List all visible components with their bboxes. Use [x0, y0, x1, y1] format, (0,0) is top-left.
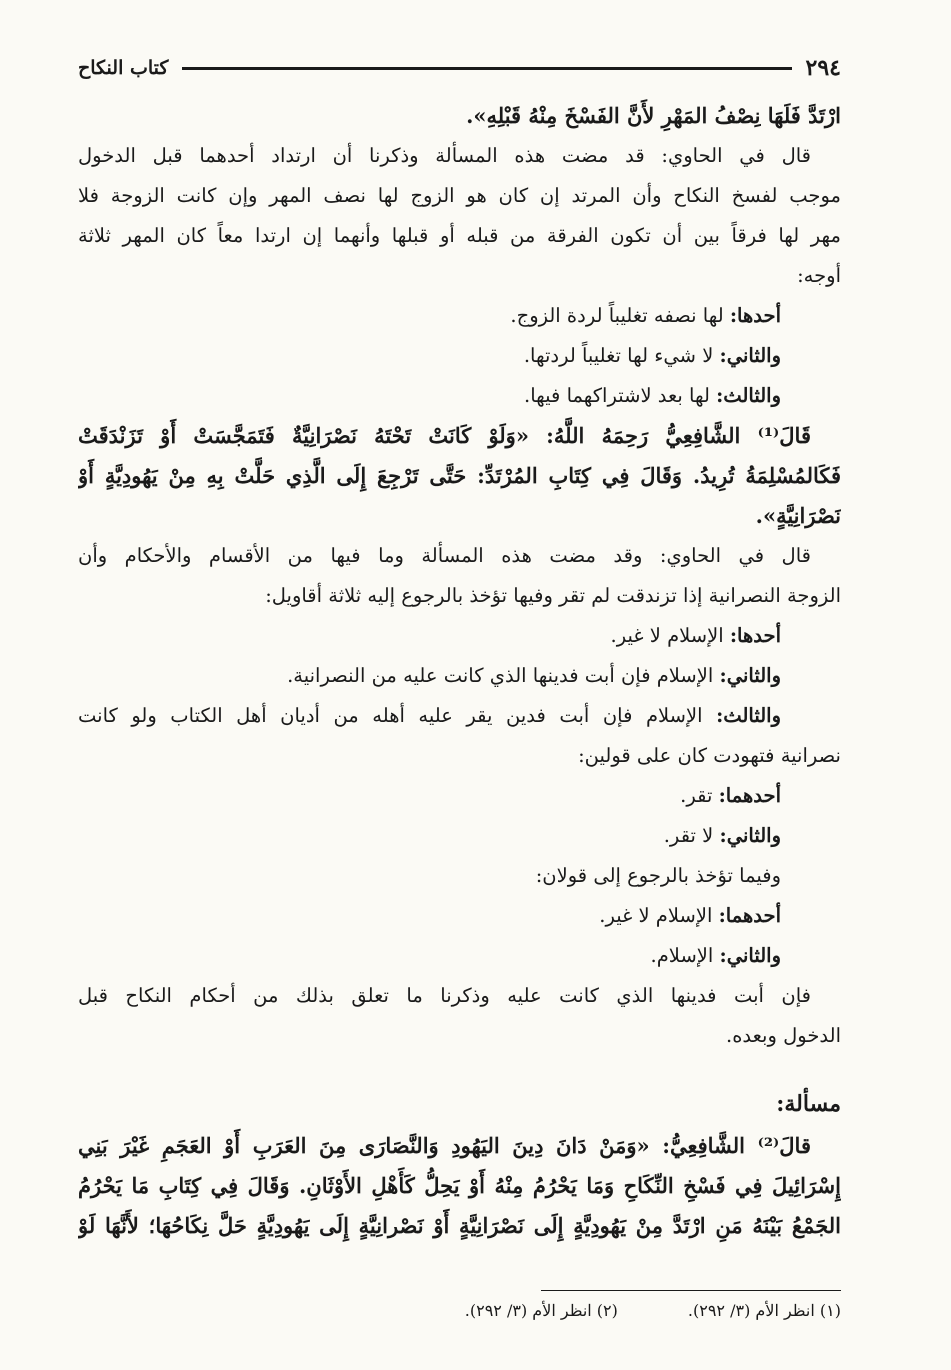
item-label: والثاني:	[719, 824, 781, 847]
item-label: والثاني:	[719, 944, 781, 967]
book-title: كتاب النكاح	[78, 57, 169, 79]
text-line: فإن أبت فدينها الذي كانت عليه وذكرنا ما تعلق بذلك من أحكام النكاح قبل	[78, 984, 811, 1007]
quote-line: قالَ⁽²⁾ الشَّافِعِيُّ: «وَمَنْ دَانَ دِينَ اليَهُودِ وَالنَّصَارَى مِنَ العَرَبِ أَوْ العَجَمِ غَيْرَ بَنِي	[78, 1133, 811, 1158]
item-text: الإسلام لا غير.	[610, 624, 730, 647]
list-item	[78, 696, 841, 736]
running-header	[78, 48, 841, 88]
item-label: والثاني:	[719, 664, 781, 687]
item-text: الإسلام فإن أبت فدينها الذي كانت عليه من النصرانية.	[287, 664, 720, 687]
text-line: نصرانية فتهودت كان على قولين:	[578, 744, 841, 767]
item-text: الإسلام.	[650, 944, 720, 967]
list-item	[78, 776, 841, 816]
list-item	[78, 296, 841, 336]
item-text: الإسلام لا غير.	[599, 904, 719, 927]
page	[78, 48, 841, 1246]
item-label: أحدهما:	[718, 784, 781, 807]
item-text: لا تقر.	[663, 824, 720, 847]
footnote-1: (١) انظر الأم (٣/ ٢٩٢).	[687, 1301, 841, 1320]
page-number: ٢٩٤	[805, 55, 841, 81]
quote-line: قَالَ⁽¹⁾ الشَّافِعِيُّ رَحِمَهُ اللَّهُ: «وَلَوْ كَانَتْ تَحْتَهُ نَصْرَانِيَّةٌ فَتَمَجَّسَتْ أَوْ تَزَنْدَقَتْ	[78, 423, 811, 448]
text-line: مهر لها فرقاً بين أن تكون الفرقة من قبله أو قبلها وأنهما إن ارتدا معاً كان المهر ثلاثة	[78, 224, 841, 247]
text-line: الزوجة النصرانية إذا تزندقت لم تقر وفيها تؤخذ بالرجوع إليه ثلاثة أقاويل:	[265, 584, 841, 607]
header-rule	[182, 67, 791, 70]
item-text: لها بعد لاشتراكهما فيها.	[524, 384, 717, 407]
item-label: والثالث:	[716, 704, 781, 727]
item-text: تقر.	[680, 784, 719, 807]
quote-line: الجَمْعُ بَيْنَهُ مَنِ ارْتَدَّ مِنْ يَهُودِيَّةٍ إِلَى نَصْرَانِيَّةٍ أَوْ نَصْرانِيَّةٍ إِلَى يَهُودِيَّةٍ حَلَّ نِكَاحُهَا؛ لأَنَّهَا لَوْ	[78, 1213, 841, 1238]
page-body	[78, 96, 841, 1246]
item-text: لا شيء لها تغليباً لردتها.	[523, 344, 720, 367]
item-label: والثالث:	[716, 384, 781, 407]
footnote-row	[78, 1301, 841, 1320]
item-label: أحدها:	[729, 624, 781, 647]
quote-line: فَكَالمُسْلِمَةُ تُرِيدُ. وَقَالَ فِي كِتَابِ المُرْتَدِّ: حَتَّى تَرْجِعَ إِلَى الَّذِي حَلَّتْ بِهِ مِنْ يَهُودِيَّةٍ أَوْ	[78, 463, 841, 488]
list-item	[78, 616, 841, 656]
item-text: الإسلام فإن أبت فدين يقر عليه أهله من أديان أهل الكتاب ولو كانت	[78, 704, 717, 727]
spacer	[78, 1056, 841, 1074]
item-label: والثاني:	[719, 344, 781, 367]
item-label: أحدها:	[729, 304, 781, 327]
list-item	[78, 816, 841, 856]
item-text: لها نصفه تغليباً لردة الزوج.	[510, 304, 730, 327]
item-label: أحدهما:	[718, 904, 781, 927]
quote-line: ارْتَدَّ فَلَهَا نِصْفُ المَهْرِ لأَنَّ الفَسْخَ مِنْهُ قَبْلِهِ».	[466, 103, 841, 128]
section-heading: مسألة:	[776, 1091, 841, 1117]
text-line: قال في الحاوي: وقد مضت هذه المسألة وما فيها من الأقسام والأحكام وأن	[78, 544, 811, 567]
list-item	[78, 656, 841, 696]
list-item	[78, 896, 841, 936]
text-line: أوجه:	[797, 264, 841, 287]
text-line: قال في الحاوي: قد مضت هذه المسألة وذكرنا أن ارتداد أحدهما قبل الدخول	[78, 144, 811, 167]
text-line: موجب لفسخ النكاح وأن المرتد إن كان هو الزوج لها نصف المهر وإن كانت الزوجة فلا	[78, 184, 841, 207]
text-line: الدخول وبعده.	[726, 1024, 841, 1047]
list-item	[78, 376, 841, 416]
quote-line: نَصْرَانِيَّةٍ».	[755, 503, 841, 528]
quote-line: إِسْرَائِيلَ فِي فَسْخِ النِّكَاحِ وَمَا يَحْرُمُ مِنْهُ أَوْ يَحِلُّ كَأَهْلِ الأَوْثَانِ. وَقَالَ فِي كِتَابِ مَا يَحْرُمُ	[78, 1173, 841, 1198]
list-item	[78, 336, 841, 376]
footnote-rule	[541, 1290, 841, 1291]
footnote-2: (٢) انظر الأم (٣/ ٢٩٢).	[464, 1301, 618, 1320]
list-item	[78, 936, 841, 976]
text-line: وفيما تؤخذ بالرجوع إلى قولان:	[535, 864, 781, 887]
footnotes	[78, 1290, 841, 1320]
